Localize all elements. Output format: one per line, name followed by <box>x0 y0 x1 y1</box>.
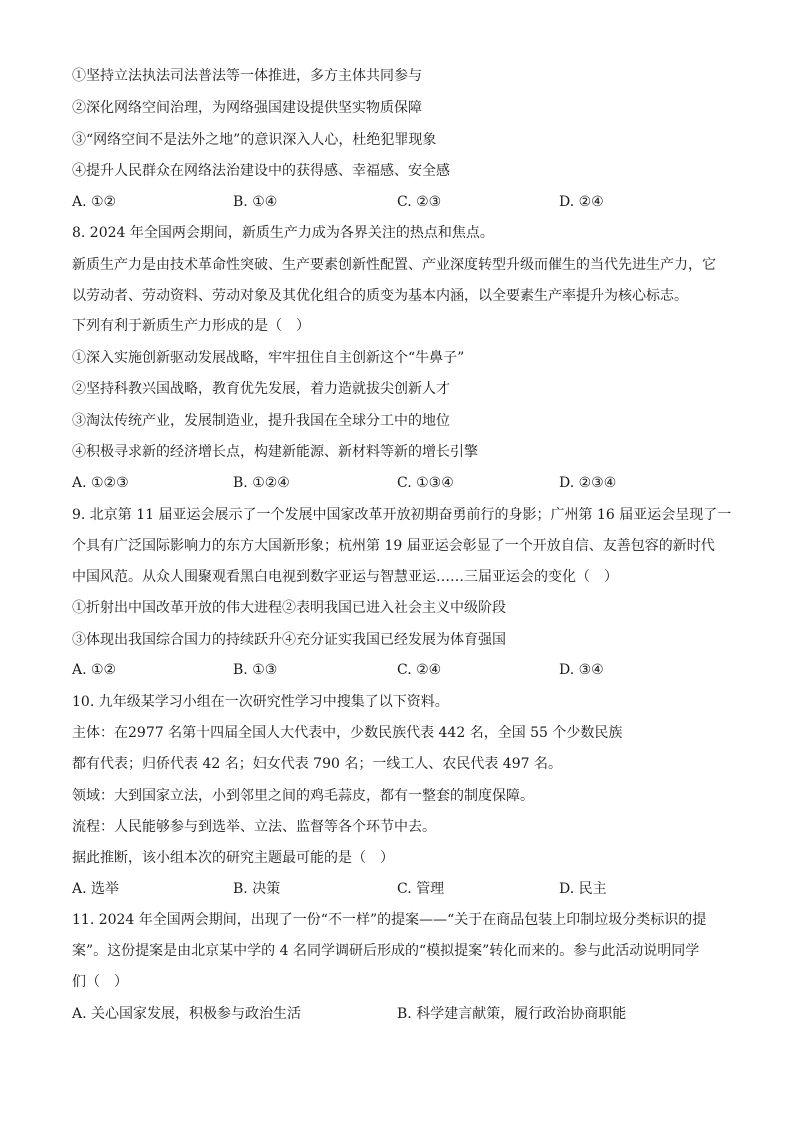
q10-option-a: A. 选举 <box>72 881 120 897</box>
q8-stem: 8. 2024 年全国两会期间，新质生产力成为各界关注的热点和焦点。 <box>72 225 494 241</box>
q11-options <box>72 1004 732 1024</box>
q8-option-b: B. ①②④ <box>233 475 290 491</box>
q11-option-b: B. 科学建言献策，履行政治协商职能 <box>397 1006 627 1022</box>
q9-option-b: B. ①③ <box>233 662 278 678</box>
q7-option-c: C. ②③ <box>397 194 442 210</box>
q10-option-b: B. 决策 <box>233 881 281 897</box>
q9-statements-1-2: ①折射出中国改革开放的伟大进程②表明我国已进入社会主义中级阶段 <box>72 600 506 616</box>
q10-material-subject-1: 主体：在2977 名第十四届全国人大代表中，少数民族代表 442 名，全国 55 个少数民族 <box>72 725 623 741</box>
q10-material-process: 流程：人民能够参与到选举、立法、监督等各个环节中去。 <box>72 819 436 835</box>
q7-statement-1: ①坚持立法执法司法普法等一体推进，多方主体共同参与 <box>72 68 422 84</box>
q8-statement-1: ①深入实施创新驱动发展战略，牢牢扭住自主创新这个“牛鼻子” <box>72 350 465 366</box>
q7-statement-4: ④提升人民群众在网络法治建设中的获得感、幸福感、安全感 <box>72 163 450 179</box>
q9-stem-line-3: 中国风范。从众人围聚观看黑白电视到数字亚运与智慧亚运……三届亚运会的变化（ ） <box>72 569 618 585</box>
q11-stem-line-1: 11. 2024 年全国两会期间，出现了一份“不一样”的提案——“关于在商品包装上印制垃圾分类标识的提 <box>72 912 707 928</box>
q8-question: 下列有利于新质生产力形成的是（ ） <box>72 318 310 334</box>
q10-question: 据此推断，该小组本次的研究主题最可能的是（ ） <box>72 850 394 866</box>
q11-stem-line-2: 案”。这份提案是由北京某中学的 4 名同学调研后形成的“模拟提案”转化而来的。参与此活动说明同学 <box>72 943 700 959</box>
q7-option-b: B. ①④ <box>233 194 278 210</box>
q9-option-a: A. ①② <box>72 662 117 678</box>
q11-stem-line-3: 们（ ） <box>72 974 128 990</box>
q8-statement-2: ②坚持科教兴国战略，教育优先发展，着力造就拔尖创新人才 <box>72 381 450 397</box>
q9-statements-3-4: ③体现出我国综合国力的持续跃升④充分证实我国已经发展为体育强国 <box>72 632 506 648</box>
q9-option-d: D. ③④ <box>559 662 604 678</box>
q10-option-d: D. 民主 <box>559 881 607 897</box>
q8-material-line-2: 以劳动者、劳动资料、劳动对象及其优化组合的质变为基本内涵，以全要素生产率提升为核心标志。 <box>72 288 688 304</box>
q10-option-c: C. 管理 <box>397 881 445 897</box>
q8-option-a: A. ①②③ <box>72 475 129 491</box>
q10-options <box>72 879 732 899</box>
q8-statement-4: ④积极寻求新的经济增长点，构建新能源、新材料等新的增长引擎 <box>72 444 478 460</box>
q11-option-a: A. 关心国家发展，积极参与政治生活 <box>72 1006 302 1022</box>
q10-stem: 10. 九年级某学习小组在一次研究性学习中搜集了以下资料。 <box>72 694 449 710</box>
q9-stem-line-1: 9. 北京第 11 届亚运会展示了一个发展中国家改革开放初期奋勇前行的身影；广州第 16 届亚运会呈现了一 <box>72 507 732 523</box>
q8-options <box>72 473 732 493</box>
q10-material-subject-2: 都有代表；归侨代表 42 名；妇女代表 790 名；一线工人、农民代表 497 名。 <box>72 756 562 772</box>
q7-statement-3: ③“网络空间不是法外之地”的意识深入人心，杜绝犯罪现象 <box>72 132 437 148</box>
q9-option-c: C. ②④ <box>397 662 442 678</box>
q8-statement-3: ③淘汰传统产业，发展制造业，提升我国在全球分工中的地位 <box>72 413 450 429</box>
q8-option-d: D. ②③④ <box>559 475 617 491</box>
q7-option-d: D. ②④ <box>559 194 604 210</box>
q9-options <box>72 660 732 680</box>
q7-options <box>72 192 732 212</box>
q9-stem-line-2: 个具有广泛国际影响力的东方大国新形象；杭州第 19 届亚运会彰显了一个开放自信、友善包容的新时代 <box>72 538 715 554</box>
q10-material-field: 领域：大到国家立法，小到邻里之间的鸡毛蒜皮，都有一整套的制度保障。 <box>72 788 534 804</box>
q7-option-a: A. ①② <box>72 194 117 210</box>
q8-material-line-1: 新质生产力是由技术革命性突破、生产要素创新性配置、产业深度转型升级而催生的当代先进生产力，它 <box>72 257 716 273</box>
q7-statement-2: ②深化网络空间治理，为网络强国建设提供坚实物质保障 <box>72 100 422 116</box>
q8-option-c: C. ①③④ <box>397 475 454 491</box>
